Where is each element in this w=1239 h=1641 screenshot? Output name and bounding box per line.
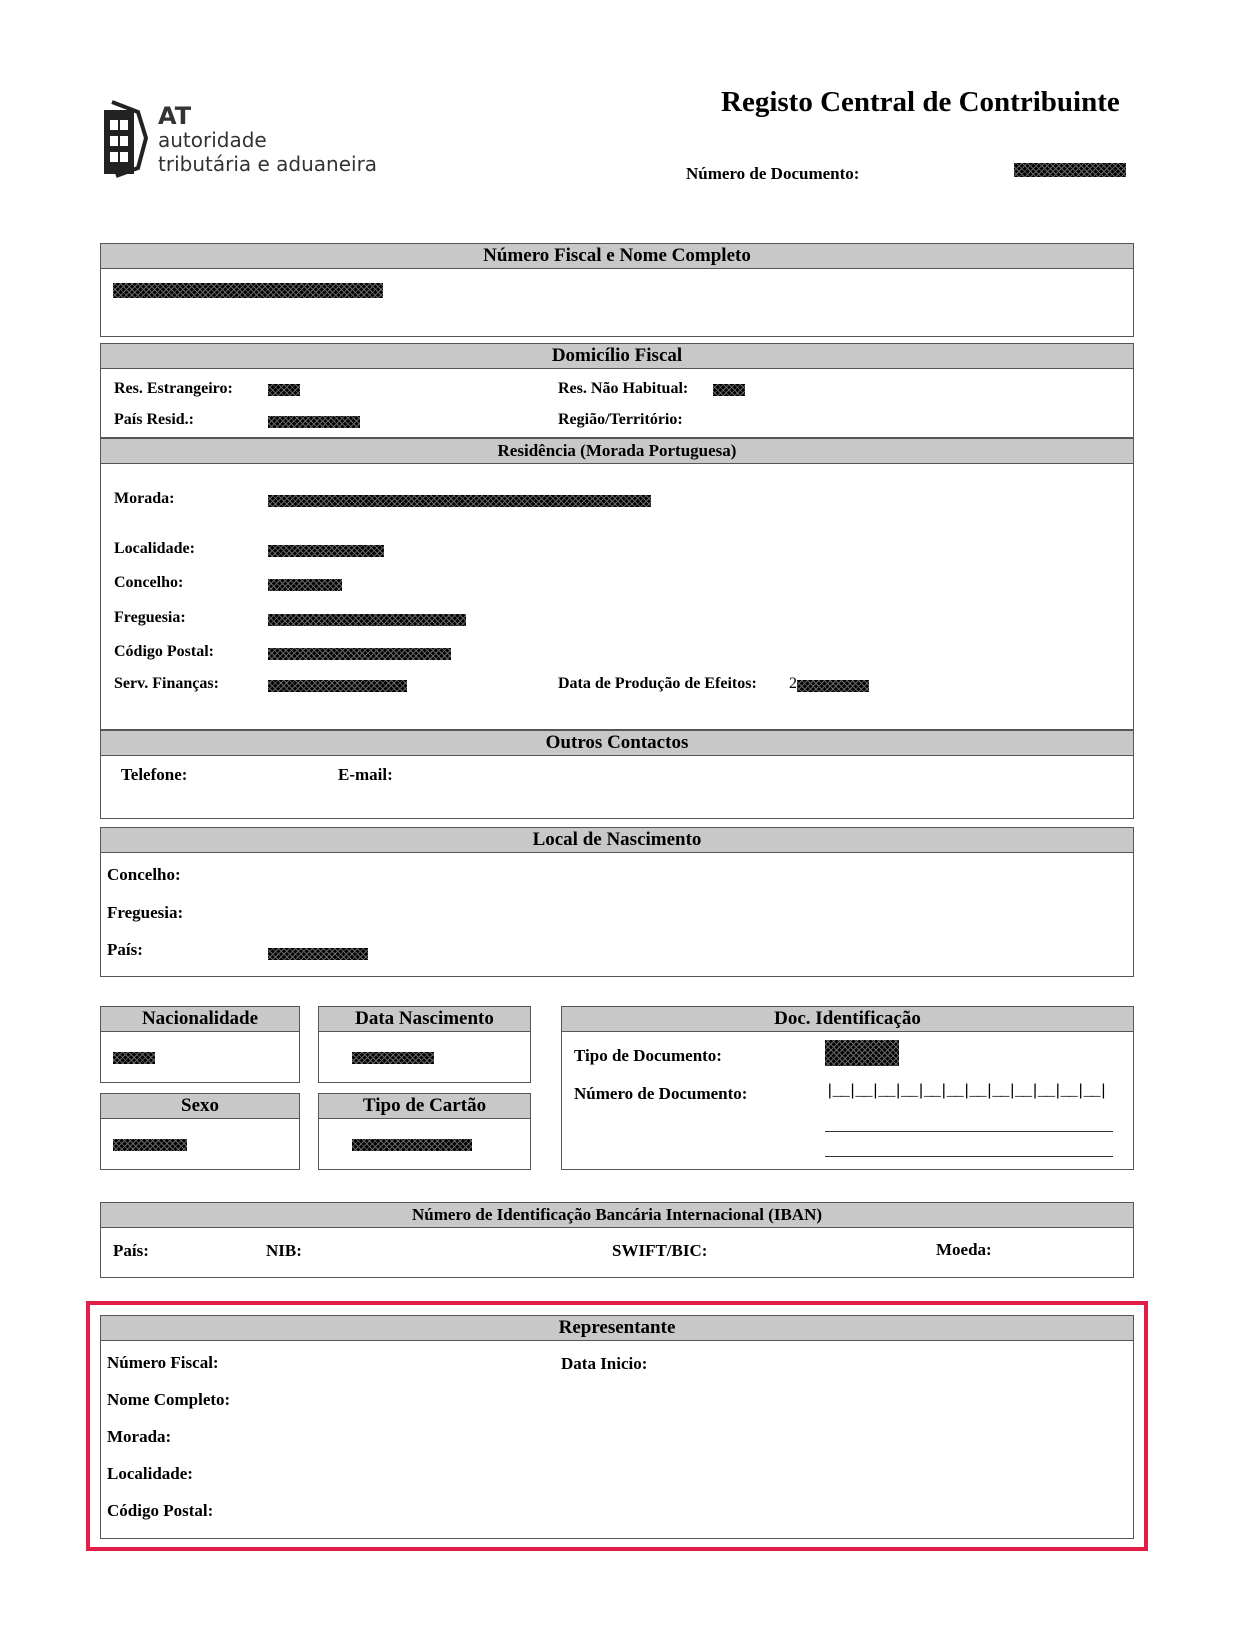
redacted-morada	[268, 495, 651, 507]
redacted-data-nascimento	[352, 1052, 434, 1064]
section-residencia	[100, 438, 1134, 730]
res-nao-habitual-label: Res. Não Habitual:	[558, 380, 689, 397]
section-data-nascimento	[318, 1006, 531, 1083]
rep-codigo-postal-label: Código Postal:	[107, 1501, 214, 1520]
iban-pais-label: País:	[113, 1241, 149, 1260]
section-sexo	[100, 1093, 300, 1170]
redacted-res-nao-habitual	[713, 384, 745, 396]
iban-moeda-label: Moeda:	[936, 1240, 992, 1259]
logo-line1: autoridade	[158, 128, 267, 152]
section-tipo-cartao	[318, 1093, 531, 1170]
at-logo	[98, 98, 398, 178]
section-doc-ident	[561, 1006, 1134, 1170]
doc-numero-boxes: |__|__|__|__|__|__|__|__|__|__|__|__|	[825, 1082, 1107, 1100]
logo-at: AT	[158, 102, 192, 130]
redacted-freguesia	[268, 614, 466, 626]
redacted-nascimento-pais	[268, 948, 368, 960]
iban-swift-label: SWIFT/BIC:	[612, 1241, 708, 1260]
rep-data-inicio-label: Data Inicio:	[561, 1354, 648, 1373]
nascimento-freguesia-label: Freguesia:	[107, 903, 184, 922]
iban-nib-label: NIB:	[266, 1241, 302, 1260]
rep-localidade-label: Localidade:	[107, 1464, 193, 1483]
redacted-data-producao	[797, 680, 869, 692]
redacted-doc-tipo	[825, 1040, 899, 1066]
redacted-tipo-cartao	[352, 1139, 472, 1151]
redacted-fiscal-name	[113, 283, 383, 298]
logo-line2: tributária e aduaneira	[158, 152, 378, 176]
morada-label: Morada:	[114, 490, 175, 507]
redacted-localidade	[268, 545, 384, 557]
section-nascimento	[100, 827, 1134, 977]
section-contactos	[100, 730, 1134, 819]
page-title: Registo Central de Contribuinte	[721, 86, 1120, 118]
serv-financas-label: Serv. Finanças:	[114, 675, 219, 692]
pais-resid-label: País Resid.:	[114, 411, 194, 428]
doc-numero-label: Número de Documento:	[574, 1084, 748, 1103]
redacted-codigo-postal	[268, 648, 451, 660]
doc-tipo-label: Tipo de Documento:	[574, 1046, 722, 1065]
redacted-pais-resid	[268, 416, 360, 428]
at-emblem-icon	[98, 98, 154, 178]
section-sexo-title: Sexo	[101, 1094, 299, 1119]
section-fiscal	[100, 243, 1134, 337]
doc-line-1	[825, 1131, 1113, 1132]
telefone-label: Telefone:	[121, 765, 188, 784]
redacted-nacionalidade	[113, 1052, 155, 1064]
section-domicilio	[100, 343, 1134, 438]
concelho-label: Concelho:	[114, 574, 184, 591]
codigo-postal-label: Código Postal:	[114, 643, 214, 660]
section-representante-title: Representante	[101, 1316, 1133, 1341]
data-producao-prefix: 2	[789, 675, 797, 692]
res-estrangeiro-label: Res. Estrangeiro:	[114, 380, 233, 397]
section-contactos-title: Outros Contactos	[101, 731, 1133, 756]
section-fiscal-title: Número Fiscal e Nome Completo	[101, 244, 1133, 269]
doc-line-2	[825, 1156, 1113, 1157]
redacted-serv-financas	[268, 680, 407, 692]
redacted-sexo	[113, 1139, 187, 1151]
rep-numero-fiscal-label: Número Fiscal:	[107, 1353, 219, 1372]
rep-nome-completo-label: Nome Completo:	[107, 1390, 231, 1409]
redacted-doc-number	[1014, 163, 1126, 177]
section-nacionalidade	[100, 1006, 300, 1083]
nascimento-pais-label: País:	[107, 940, 143, 959]
section-iban	[100, 1202, 1134, 1278]
section-data-nascimento-title: Data Nascimento	[319, 1007, 530, 1032]
nascimento-concelho-label: Concelho:	[107, 865, 181, 884]
redacted-res-estrangeiro	[268, 384, 300, 396]
doc-number-label: Número de Documento:	[686, 164, 860, 183]
section-nascimento-title: Local de Nascimento	[101, 828, 1133, 853]
section-domicilio-title: Domicílio Fiscal	[101, 344, 1133, 369]
section-nacionalidade-title: Nacionalidade	[101, 1007, 299, 1032]
section-representante	[100, 1315, 1134, 1539]
data-producao-label: Data de Produção de Efeitos:	[558, 675, 757, 692]
section-doc-ident-title: Doc. Identificação	[562, 1007, 1133, 1032]
localidade-label: Localidade:	[114, 540, 195, 557]
email-label: E-mail:	[338, 765, 393, 784]
section-tipo-cartao-title: Tipo de Cartão	[319, 1094, 530, 1119]
section-iban-title: Número de Identificação Bancária Internacional (IBAN)	[101, 1203, 1133, 1228]
freguesia-label: Freguesia:	[114, 609, 186, 626]
section-residencia-title: Residência (Morada Portuguesa)	[101, 438, 1133, 464]
rep-morada-label: Morada:	[107, 1427, 172, 1446]
redacted-concelho	[268, 579, 342, 591]
regiao-label: Região/Território:	[558, 411, 683, 428]
